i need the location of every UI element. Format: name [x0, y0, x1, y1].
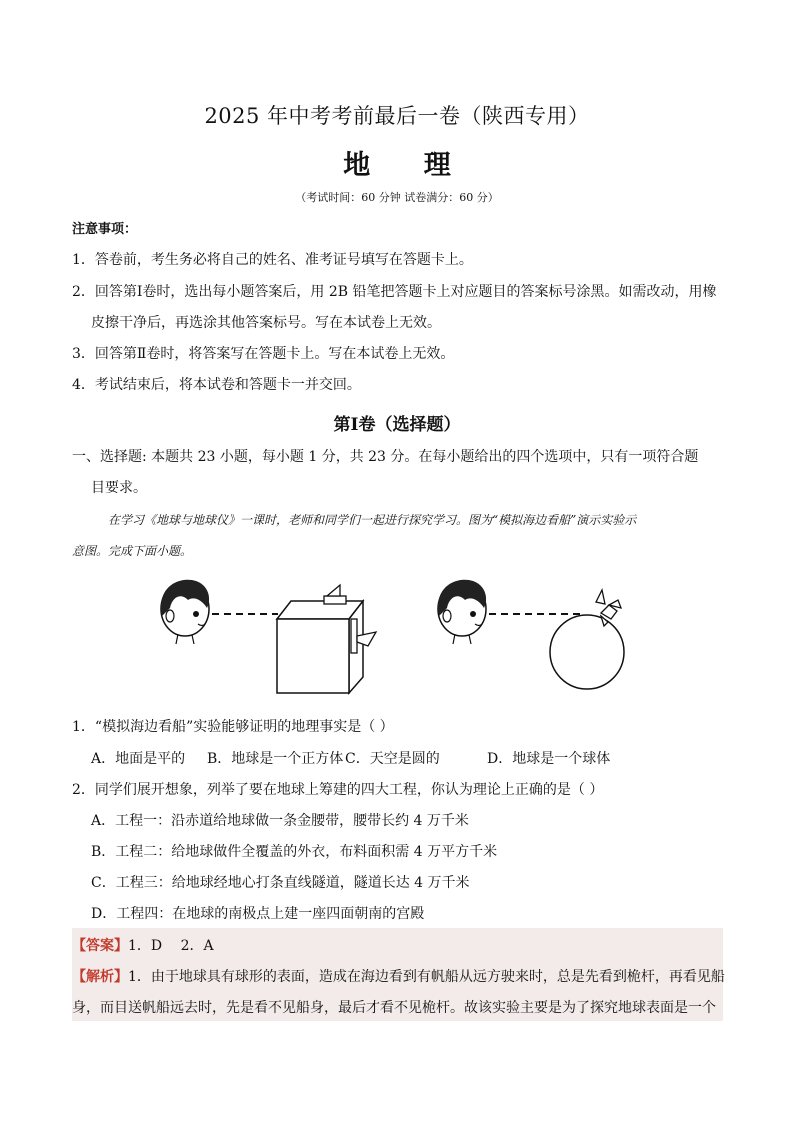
answer-line [72, 935, 214, 955]
exam-title: 2025 年中考考前最后一卷（陕西专用） [204, 104, 590, 128]
analysis-label: 【解析】 [72, 969, 128, 985]
question-1-text: 1．“模拟海边看船”实验能够证明的地理事实是（ ） [72, 719, 394, 735]
analysis-text-1: 1．由于地球具有球形的表面，造成在海边看到有帆船从远方驶来时，总是先看到桅杆，再看见船 [128, 969, 725, 985]
child-head-left-icon [161, 580, 209, 644]
question-stem-1: 在学习《地球与地球仪》一课时，老师和同学们一起进行探究学习。图为“模拟海边看船”演示实验示 [108, 513, 637, 527]
question-2-option-b[interactable]: B．工程二：给地球做件全覆盖的外衣，布料面积需 4 万平方千米 [91, 844, 498, 860]
question-1-option-c[interactable]: C．天空是圆的 [345, 751, 440, 767]
child-head-right-icon [438, 580, 486, 644]
cube-model [277, 601, 363, 693]
question-2-option-a[interactable]: A．工程一：沿赤道给地球做一条金腰带，腰带长约 4 万千米 [91, 813, 469, 829]
question-2-option-d[interactable]: D．工程四：在地球的南极点上建一座四面朝南的宫殿 [91, 906, 425, 922]
ship-experiment-diagram [150, 572, 650, 702]
answer-text: 1．D 2．A [128, 938, 214, 954]
answer-label: 【答案】 [72, 938, 128, 954]
question-2-text: 2．同学们展开想象，列举了要在地球上筹建的四大工程，你认为理论上正确的是（ ） [72, 782, 604, 798]
section-intro-2: 目要求。 [91, 480, 147, 496]
question-stem-2: 意图。完成下面小题。 [72, 544, 193, 558]
subject-title: 地 理 [343, 150, 473, 181]
notice-item-4: 4．考试结束后，将本试卷和答题卡一并交回。 [72, 377, 361, 393]
question-1-option-b[interactable]: B．地球是一个正方体 [207, 751, 344, 767]
exam-time-info: （考试时间：60 分钟 试卷满分：60 分） [295, 191, 499, 204]
notice-item-2: 2．回答第Ⅰ卷时，选出每小题答案后，用 2B 铅笔把答题卡上对应题目的答案标号涂黑。如需改动，用橡 [72, 284, 717, 300]
notice-item-1: 1．答卷前，考生务必将自己的姓名、准考证号填写在答题卡上。 [72, 252, 473, 268]
section-intro-1: 一、选择题: 本题共 23 小题，每小题 1 分，共 23 分。在每小题给出的四个选项中，只有一项符合题 [72, 449, 699, 465]
analysis-line-2: 身，而目送帆船远去时，先是看不见船身，最后才看不见桅杆。故该实验主要是为了探究地球表面是一个 [72, 1000, 716, 1016]
question-1-option-a[interactable]: A．地面是平的 [91, 751, 186, 767]
notice-heading: 注意事项： [72, 222, 138, 237]
question-2-option-c[interactable]: C．工程三：给地球经地心打条直线隧道，隧道长达 4 万千米 [91, 875, 470, 891]
analysis-line-1 [72, 966, 725, 986]
globe-model [550, 615, 624, 689]
question-1-option-d[interactable]: D．地球是一个球体 [487, 751, 611, 767]
notice-item-2-cont: 皮擦干净后，再选涂其他答案标号。写在本试卷上无效。 [91, 315, 441, 331]
notice-item-3: 3．回答第Ⅱ卷时，将答案写在答题卡上。写在本试卷上无效。 [72, 346, 455, 362]
section-title: 第Ⅰ卷（选择题） [333, 415, 461, 435]
